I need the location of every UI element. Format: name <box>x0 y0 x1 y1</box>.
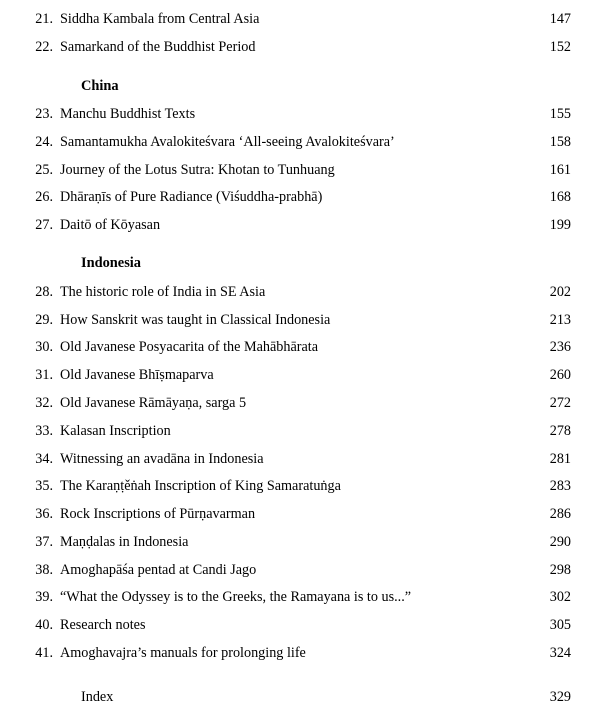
toc-entry-title[interactable]: Maṇḍalas in Indonesia <box>60 533 189 550</box>
toc-entry-title[interactable]: Siddha Kambala from Central Asia <box>60 11 260 28</box>
toc-entry-title[interactable]: Kalasan Inscription <box>60 422 171 439</box>
toc-entry-number: 29. <box>35 311 53 328</box>
toc-page-number: 272 <box>549 394 571 411</box>
toc-entry-title[interactable]: Samantamukha Avalokiteśvara ‘All-seeing Avalokiteśvara’ <box>60 133 395 150</box>
toc-page-number: 302 <box>549 589 571 606</box>
toc-entry-row <box>22 390 572 418</box>
toc-section-heading: Indonesia <box>81 255 141 272</box>
toc-entry-row <box>22 529 572 557</box>
toc-page-number: 324 <box>549 645 571 662</box>
toc-entry-title[interactable]: Manchu Buddhist Texts <box>60 105 196 122</box>
toc-entry-row <box>22 34 572 62</box>
toc-entry-number: 22. <box>35 39 53 56</box>
toc-body <box>22 6 572 707</box>
toc-entry-title[interactable]: The Karaṇṭěṅah Inscription of King Samaratuṅga <box>60 478 341 495</box>
toc-page-number: 278 <box>549 422 571 439</box>
toc-entry-row <box>22 640 572 668</box>
toc-entry-title[interactable]: Index <box>81 689 114 706</box>
toc-entry-number: 40. <box>35 617 53 634</box>
toc-entry-number: 24. <box>35 133 53 150</box>
toc-index-row <box>22 667 572 707</box>
toc-page-number: 199 <box>549 217 571 234</box>
toc-entry-row <box>22 556 572 584</box>
toc-entry-number: 23. <box>35 105 53 122</box>
toc-entry-row <box>22 184 572 212</box>
toc-entry-row <box>22 101 572 129</box>
toc-entry-row <box>22 362 572 390</box>
toc-page-number <box>524 239 572 278</box>
toc-page-number: 155 <box>549 105 571 122</box>
toc-page-number: 158 <box>549 133 571 150</box>
toc-page-number: 202 <box>549 283 571 300</box>
toc-entry-number: 32. <box>35 394 53 411</box>
toc-entry-title[interactable]: How Sanskrit was taught in Classical Indonesia <box>60 311 331 328</box>
toc-entry-row <box>22 128 572 156</box>
toc-entry-number: 39. <box>35 589 53 606</box>
toc-entry-row <box>22 278 572 306</box>
toc-page-number: 298 <box>549 561 571 578</box>
toc-entry-row <box>22 612 572 640</box>
toc-section-heading: China <box>81 77 119 94</box>
toc-page-number: 305 <box>549 617 571 634</box>
toc-entry-title[interactable]: Amoghapāśa pentad at Candi Jago <box>60 561 257 578</box>
toc-entry-number: 21. <box>35 11 53 28</box>
toc-page-number: 329 <box>549 689 571 706</box>
toc-entry-title[interactable]: Samarkand of the Buddhist Period <box>60 39 256 56</box>
toc-page-number: 168 <box>549 189 571 206</box>
toc-entry-title[interactable]: Dhāraṇīs of Pure Radiance (Viśuddha-prabhā) <box>60 189 323 206</box>
toc-page-number: 236 <box>549 339 571 356</box>
toc-entry-row <box>22 156 572 184</box>
toc-entry-title[interactable]: Old Javanese Rāmāyaṇa, sarga 5 <box>60 394 247 411</box>
toc-entry-title[interactable]: Witnessing an avadāna in Indonesia <box>60 450 264 467</box>
toc-entry-title[interactable]: “What the Odyssey is to the Greeks, the Ramayana is to us...” <box>60 589 412 606</box>
toc-entry-row <box>22 334 572 362</box>
toc-section-row <box>22 62 572 101</box>
toc-entry-number: 28. <box>35 283 53 300</box>
toc-entry-number: 26. <box>35 189 53 206</box>
toc-entry-title[interactable]: The historic role of India in SE Asia <box>60 283 266 300</box>
toc-page-number: 213 <box>549 311 571 328</box>
toc-entry-row <box>22 445 572 473</box>
toc-entry-number: 31. <box>35 367 53 384</box>
toc-page-number: 152 <box>549 39 571 56</box>
toc-entry-number: 25. <box>35 161 53 178</box>
toc-page-number: 161 <box>549 161 571 178</box>
toc-entry-title[interactable]: Daitō of Kōyasan <box>60 217 161 234</box>
toc-page-number: 290 <box>549 533 571 550</box>
toc-entry-title[interactable]: Journey of the Lotus Sutra: Khotan to Tunhuang <box>60 161 335 178</box>
toc-page-number: 147 <box>549 11 571 28</box>
toc-entry-number: 37. <box>35 533 53 550</box>
toc-entry-number: 34. <box>35 450 53 467</box>
toc-entry-number: 27. <box>35 217 53 234</box>
toc-entry-title[interactable]: Rock Inscriptions of Pūrṇavarman <box>60 506 256 523</box>
toc-entry-row <box>22 6 572 34</box>
toc-entry-row <box>22 501 572 529</box>
toc-entry-row <box>22 473 572 501</box>
toc-entry-row <box>22 417 572 445</box>
toc-entry-row <box>22 212 572 240</box>
toc-entry-title[interactable]: Old Javanese Bhīṣmaparva <box>60 367 214 384</box>
toc-entry-number <box>22 667 59 707</box>
toc-table <box>22 6 572 707</box>
toc-entry-number: 38. <box>35 561 53 578</box>
toc-entry-number: 41. <box>35 645 53 662</box>
toc-page-number: 260 <box>549 367 571 384</box>
toc-entry-number <box>22 239 59 278</box>
toc-page-number <box>524 62 572 101</box>
toc-entry-title[interactable]: Amoghavajra’s manuals for prolonging life <box>60 645 306 662</box>
toc-page-number: 283 <box>549 478 571 495</box>
toc-entry-number: 30. <box>35 339 53 356</box>
toc-entry-title[interactable]: Research notes <box>60 617 146 634</box>
toc-page-number: 281 <box>549 450 571 467</box>
toc-entry-row <box>22 306 572 334</box>
toc-entry-row <box>22 584 572 612</box>
toc-entry-number <box>22 62 59 101</box>
toc-entry-number: 35. <box>35 478 53 495</box>
toc-entry-number: 36. <box>35 506 53 523</box>
toc-entry-title[interactable]: Old Javanese Posyacarita of the Mahābhārata <box>60 339 319 356</box>
toc-section-row <box>22 239 572 278</box>
toc-page-number: 286 <box>549 506 571 523</box>
toc-entry-number: 33. <box>35 422 53 439</box>
